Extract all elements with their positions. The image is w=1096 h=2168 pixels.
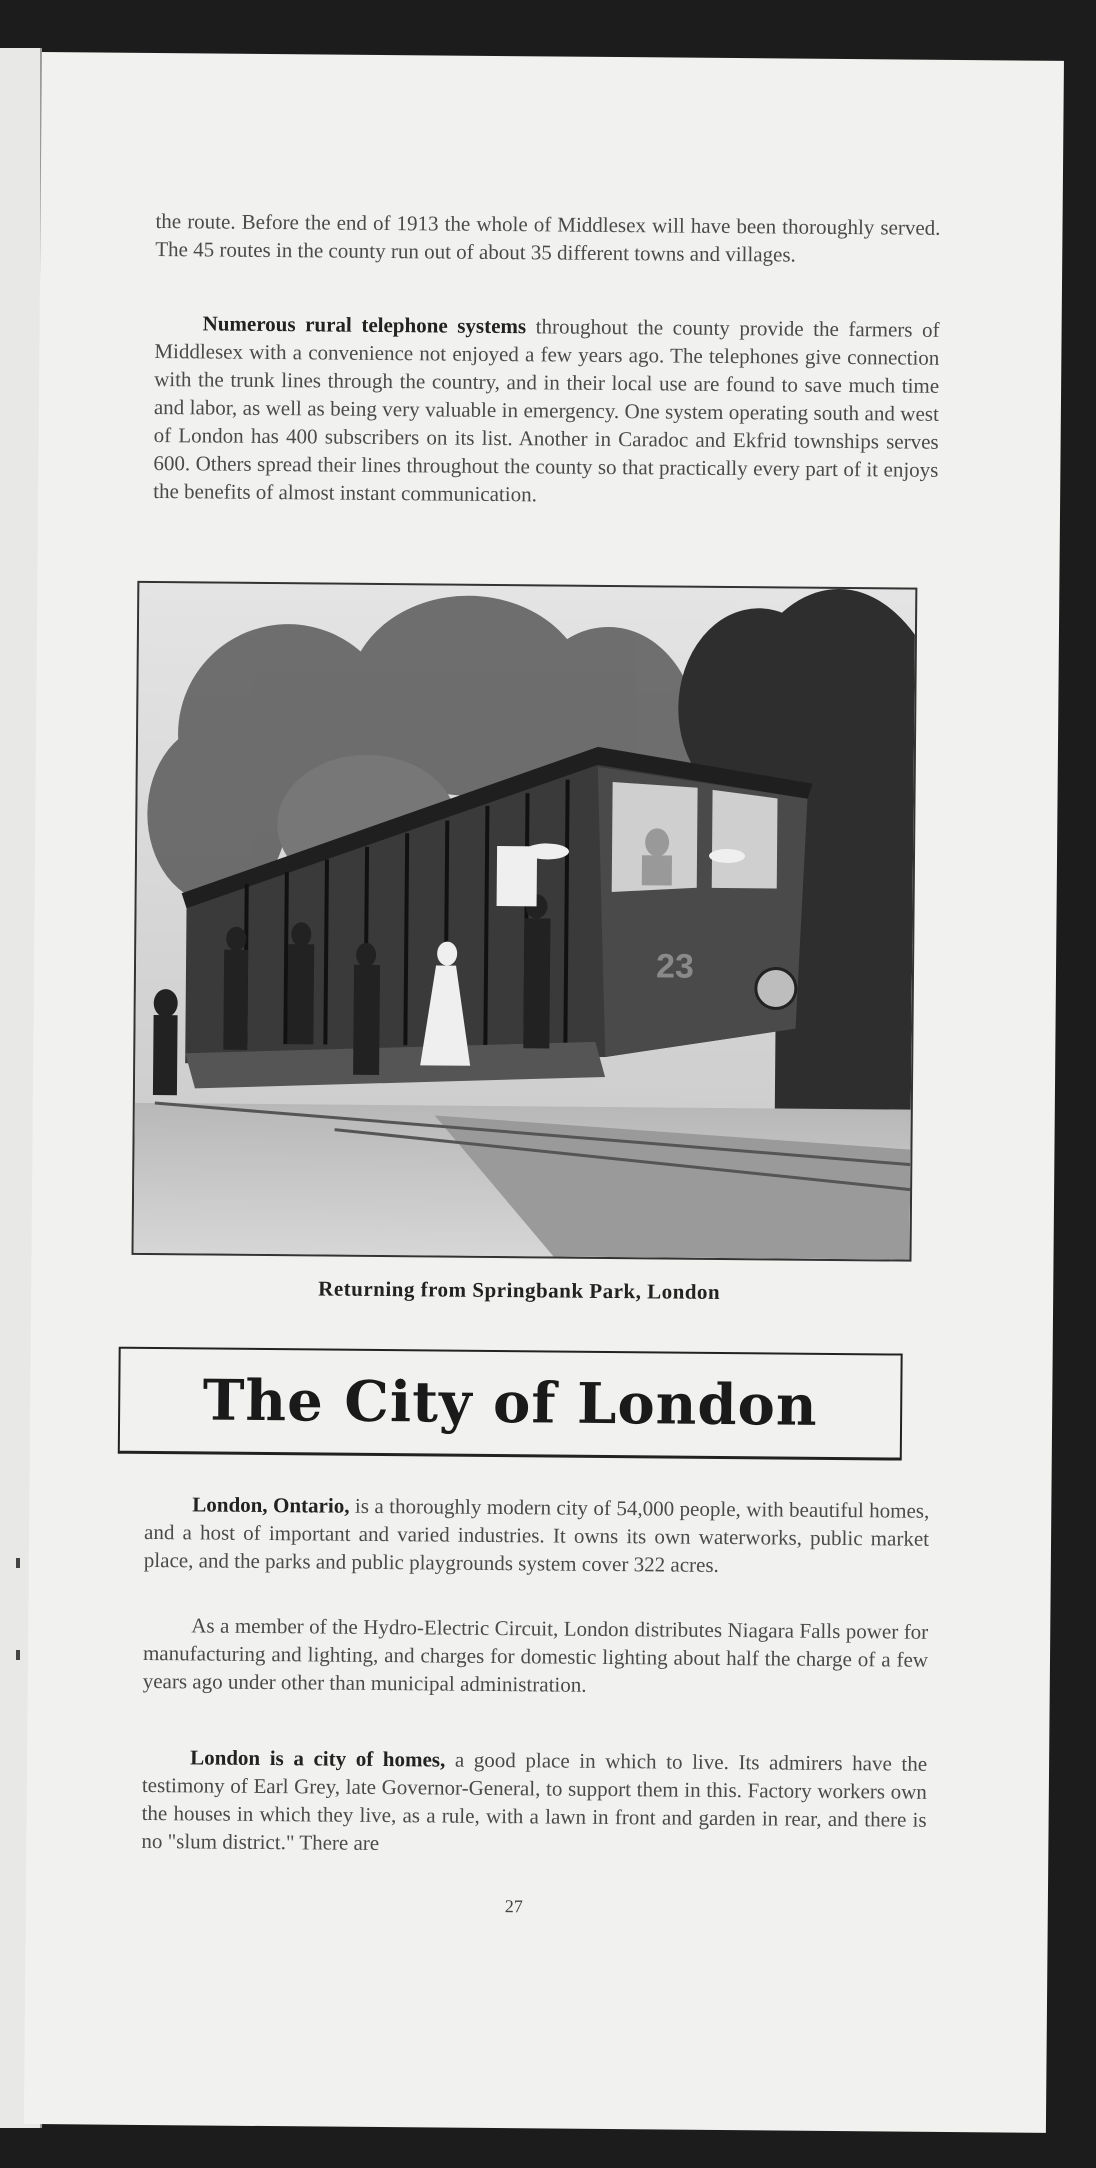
paragraph-telephone: Numerous rural telephone systems throughout the county provide the farmers of Middlesex with a convenience not enjoyed a few years ago. The telephones give connection with the trunk lines through the country, and in their local use are found to save much time and labor, as well as being very valuable in emergency. One system operating south and west of London has 400 subscribers on its list. Another in Caradoc and Ekfrid townships serves 600. Others spread their lines throughout the county so that practically every part of it enjoys the benefits of almost instant communication.: [153, 311, 940, 507]
margin-mark: [16, 1650, 20, 1660]
lead-telephone: Numerous rural telephone systems: [202, 311, 527, 339]
streetcar-photo-image: [134, 583, 916, 1260]
paragraph-london-ontario: London, Ontario, is a thoroughly modern city of 54,000 people, with beautiful homes, and a host of important and varied industries. It owns its own waterworks, public market place, and the parks and public playgrounds system cover 322 acres.: [143, 1492, 930, 1577]
section-title: The City of London: [202, 1367, 818, 1439]
paragraph-city-of-homes: London is a city of homes, a good place in which to live. Its admirers have the testimony of Earl Grey, late Governor-General, to support them in this. Factory workers own the houses in which they live, as a rule, with a lawn in front and garden in rear, and there is no "slum district." There are: [141, 1745, 928, 1856]
car-number: 23: [655, 947, 695, 986]
streetcar-photo: [132, 581, 918, 1262]
page-number: 27: [504, 1896, 523, 1917]
paragraph-hydro: As a member of the Hydro-Electric Circuit, London distributes Niagara Falls power for manufacturing and lighting, and charges for domestic lighting about half the charge of a few years ago under other than municipal administration.: [142, 1613, 929, 1697]
margin-mark: [16, 1558, 20, 1568]
lead-london-ontario: London, Ontario,: [192, 1492, 350, 1518]
photo-caption: Returning from Springbank Park, London: [318, 1276, 721, 1304]
paragraph-route: the route. Before the end of 1913 the whole of Middlesex will have been thoroughly served. The 45 routes in the county run out of about 35 different towns and villages.: [155, 208, 941, 267]
lead-city-of-homes: London is a city of homes,: [190, 1745, 446, 1772]
section-title-box: [118, 1347, 903, 1461]
book-page: [24, 52, 1064, 2133]
